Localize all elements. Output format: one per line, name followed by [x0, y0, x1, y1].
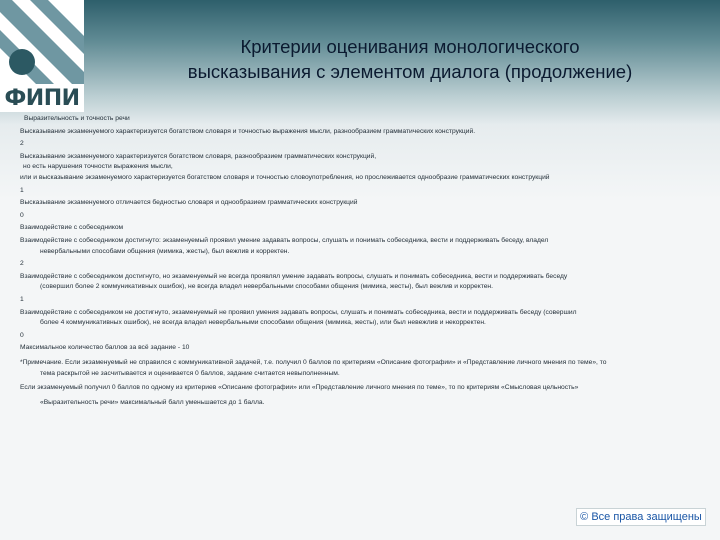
note-line: *Примечание. Если экзаменуемый не справился с коммуникативной задачей, т.е. получил 0 баллов по критериям «Описание фотографии» и «Представление личного мнения по теме», то [20, 358, 607, 366]
criterion-line: Взаимодействие с собеседником не достигнуто, экзаменуемый не проявил умения задавать вопросы, слушать и понимать собеседника, вести и поддерживать беседу (совершил [20, 308, 577, 316]
criterion-line: Высказывание экзаменуемого отличается бедностью словаря и однообразием грамматических конструкций [20, 199, 358, 207]
max-score-line: Максимальное количество баллов за всё задание - 10 [20, 344, 190, 352]
criterion-line: более 4 коммуникативных ошибок), не всегда владел невербальными способами общения (мимика, жесты), или был невежлив и некорректен. [40, 319, 486, 327]
criteria-text [20, 114, 710, 409]
criterion-line: но есть нарушения точности выражения мысли, [23, 163, 173, 171]
note-line: «Выразительность речи» максимальный балл уменьшается до 1 балла. [40, 399, 265, 407]
page-title [110, 34, 710, 84]
title-line-2: высказывания с элементом диалога (продолжение) [187, 61, 633, 82]
score-value: 2 [20, 260, 24, 268]
copyright-badge: © Все права защищены [576, 508, 706, 526]
criterion-line: Высказывание экзаменуемого характеризуется богатством словаря и точностью выражения мысли, разнообразием грамматических конструкций. [20, 127, 476, 135]
score-value: 0 [20, 331, 24, 339]
criterion-line: (совершил более 2 коммуникативных ошибок), не всегда владел невербальными способами общения (мимика, жесты), был вежлив и корректен. [40, 283, 493, 291]
title-line-1: Критерии оценивания монологического [240, 36, 580, 57]
note-line: тема раскрытой не засчитывается и оценивается 0 баллов, задание считается невыполненным. [40, 369, 340, 377]
score-value: 1 [20, 295, 24, 303]
criterion-heading: Выразительность и точность речи [24, 115, 130, 122]
criterion-heading: Взаимодействие с собеседником [20, 224, 124, 232]
note-line: Если экзаменуемый получил 0 баллов по одному из критериев «Описание фотографии» или «Представление личного мнения по теме», то по критериям «Смысловая цельность» [20, 384, 579, 392]
fipi-logo [0, 0, 84, 112]
criterion-line: Взаимодействие с собеседником достигнуто: экзаменуемый проявил умение задавать вопросы, слушать и понимать собеседника, вести и поддерживать беседу, владел [20, 236, 549, 244]
criterion-line: невербальными способами общения (мимика, жесты), был вежлив и корректен. [40, 247, 290, 255]
criterion-line: Высказывание экзаменуемого характеризуется богатством словаря, разнообразием грамматических конструкций, [20, 152, 377, 160]
score-value: 1 [20, 186, 24, 194]
logo-emblem-icon [0, 0, 84, 84]
score-value: 0 [20, 211, 24, 219]
criterion-line: Взаимодействие с собеседником достигнуто, но экзаменуемый не всегда проявлял умение задавать вопросы, слушать и понимать собеседника, вести и поддерживать беседу [20, 272, 568, 280]
logo-text: ФИПИ [4, 86, 80, 111]
score-value: 2 [20, 140, 24, 148]
criterion-line: или и высказывание экзаменуемого характеризуется богатством словаря и точностью словоупотребления, но прослеживается однообразие грамматических конструкций [20, 173, 550, 181]
